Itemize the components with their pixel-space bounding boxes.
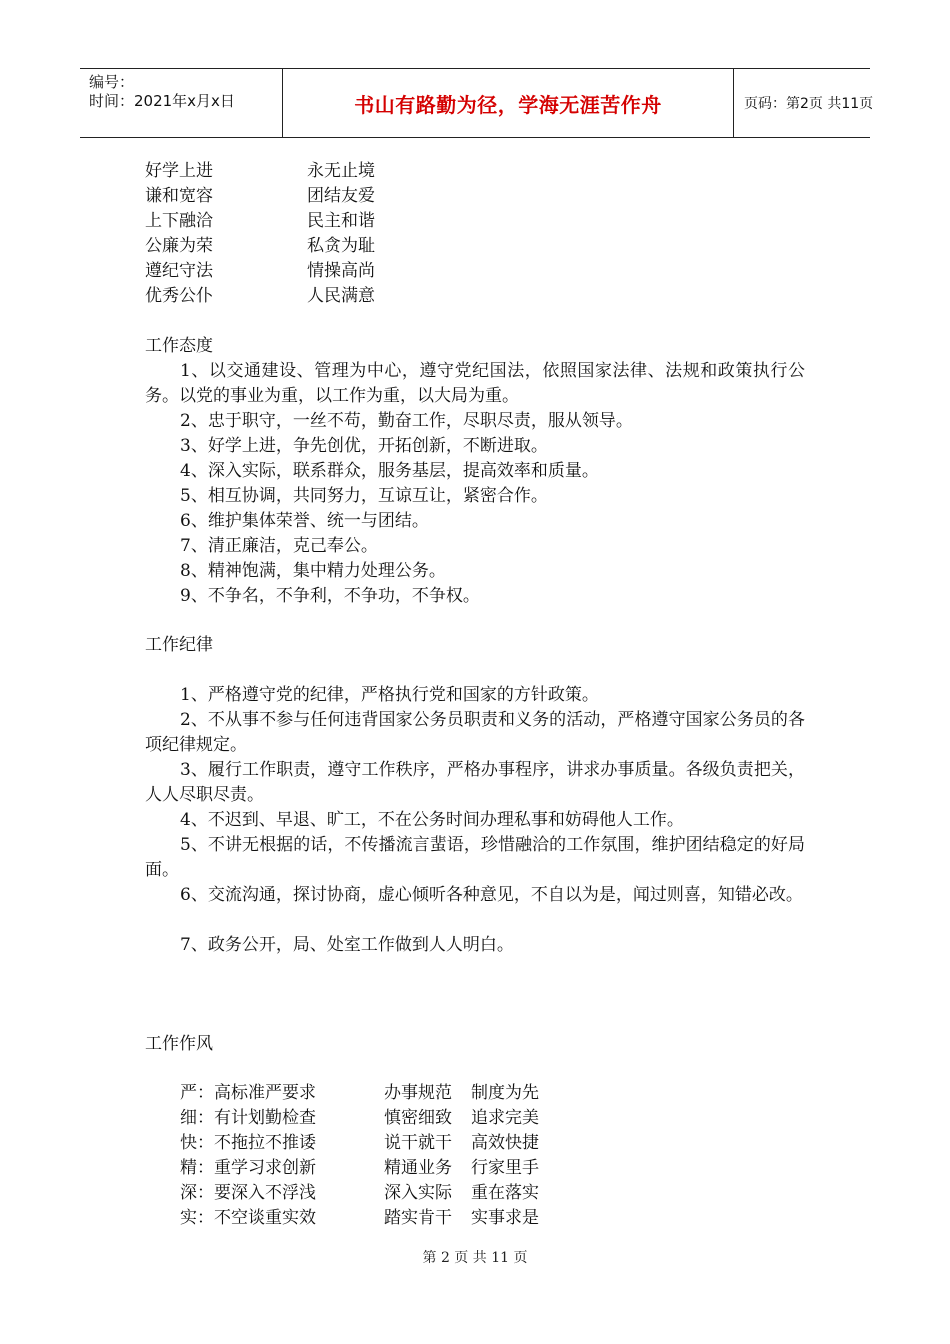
style-phrase: 深入实际 <box>384 1183 452 1203</box>
value-right: 民主和谐 <box>307 211 375 231</box>
header-motto: 书山有路勤为径，学海无涯苦作舟 <box>282 69 734 137</box>
attitude-item: 1、以交通建设、管理为中心，遵守党纪国法，依照国家法律、法规和政策执行公务。以党的事业为重，以工作为重，以大局为重。 <box>145 361 805 406</box>
style-phrase: 追求完美 <box>471 1108 539 1128</box>
style-phrase: 制度为先 <box>471 1083 539 1103</box>
style-phrase: 精通业务 <box>384 1158 452 1178</box>
attitude-item: 4、深入实际，联系群众，服务基层，提高效率和质量。 <box>180 461 599 481</box>
value-left: 好学上进 <box>145 161 213 181</box>
discipline-item: 2、不从事不参与任何违背国家公务员职责和义务的活动，严格遵守国家公务员的各项纪律规定。 <box>145 710 805 755</box>
value-left: 谦和宽容 <box>145 186 213 206</box>
section-title: 工作纪律 <box>145 635 213 655</box>
style-phrase: 重在落实 <box>471 1183 539 1203</box>
attitude-item: 3、好学上进，争先创优，开拓创新，不断进取。 <box>180 436 548 456</box>
value-left: 遵纪守法 <box>145 261 213 281</box>
style-phrase: 踏实肯干 <box>384 1208 452 1228</box>
value-right: 团结友爱 <box>307 186 375 206</box>
style-principle: 严：高标准严要求 <box>180 1083 316 1103</box>
time-label: 时间：2021年x月x日 <box>89 92 235 110</box>
page-header <box>80 68 874 138</box>
attitude-item: 8、精神饱满，集中精力处理公务。 <box>180 561 446 581</box>
value-right: 人民满意 <box>307 286 375 306</box>
attitude-item: 9、不争名，不争利，不争功，不争权。 <box>180 586 480 606</box>
section-title: 工作作风 <box>145 1034 213 1054</box>
section-title: 工作态度 <box>145 336 213 356</box>
style-principle: 深：要深入不浮浅 <box>180 1183 316 1203</box>
discipline-item: 6、交流沟通，探讨协商，虚心倾听各种意见，不自以为是，闻过则喜，知错必改。 <box>180 885 803 905</box>
style-principle: 细：有计划勤检查 <box>180 1108 316 1128</box>
style-principle: 实：不空谈重实效 <box>180 1208 316 1228</box>
header-meta <box>80 69 282 137</box>
discipline-item: 1、严格遵守党的纪律，严格执行党和国家的方针政策。 <box>180 685 599 705</box>
discipline-item: 7、政务公开，局、处室工作做到人人明白。 <box>180 935 514 955</box>
attitude-item: 5、相互协调，共同努力，互谅互让，紧密合作。 <box>180 486 548 506</box>
attitude-item: 7、清正廉洁，克己奉公。 <box>180 536 378 556</box>
value-left: 优秀公仆 <box>145 286 213 306</box>
style-phrase: 高效快捷 <box>471 1133 539 1153</box>
page-footer: 第 2 页 共 11 页 <box>422 1250 528 1266</box>
value-right: 永无止境 <box>307 161 375 181</box>
style-phrase: 行家里手 <box>471 1158 539 1178</box>
attitude-item: 6、维护集体荣誉、统一与团结。 <box>180 511 429 531</box>
value-right: 私贪为耻 <box>307 236 375 256</box>
style-phrase: 实事求是 <box>471 1208 539 1228</box>
value-left: 上下融洽 <box>145 211 213 231</box>
discipline-item: 3、履行工作职责，遵守工作秩序，严格办事程序，讲求办事质量。各级负责把关，人人尽职尽责。 <box>145 760 805 805</box>
style-phrase: 说干就干 <box>384 1133 452 1153</box>
value-left: 公廉为荣 <box>145 236 213 256</box>
style-principle: 精：重学习求创新 <box>180 1158 316 1178</box>
discipline-item: 4、不迟到、早退、旷工，不在公务时间办理私事和妨碍他人工作。 <box>180 810 684 830</box>
style-phrase: 办事规范 <box>384 1083 452 1103</box>
attitude-item: 2、忠于职守，一丝不苟，勤奋工作，尽职尽责，服从领导。 <box>180 411 633 431</box>
value-right: 情操高尚 <box>307 261 375 281</box>
style-principle: 快：不拖拉不推诿 <box>180 1133 316 1153</box>
header-page-code: 页码：第2页 共11页 <box>744 96 874 112</box>
style-phrase: 慎密细致 <box>384 1108 452 1128</box>
discipline-item: 5、不讲无根据的话，不传播流言蜚语，珍惜融洽的工作氛围，维护团结稳定的好局面。 <box>145 835 805 880</box>
number-label: 编号： <box>89 73 135 91</box>
